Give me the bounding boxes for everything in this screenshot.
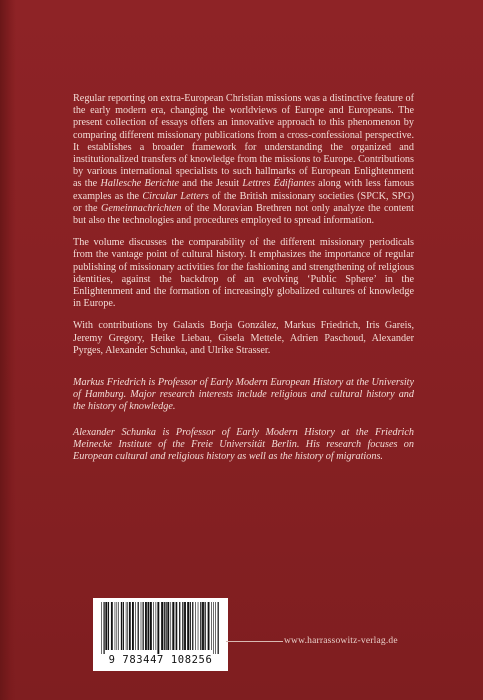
url-rule <box>226 641 283 642</box>
editor-bio-friedrich: Markus Friedrich is Professor of Early Modern European History at the University of Hamburg. Major research interests include religious and cultural history and the history of knowledge. <box>73 377 414 413</box>
spine-edge <box>0 0 16 700</box>
blurb-text <box>73 93 414 476</box>
publisher-url: www.harrassowitz-verlag.de <box>284 636 398 646</box>
isbn-digits: 9 783447 108256 <box>108 654 213 666</box>
barcode-bars <box>99 602 222 654</box>
paragraph-intro: Regular reporting on extra-European Christian missions was a distinctive feature of the early modern era, changing the worldviews of Europe and Europeans. The present collection of essays offers an innovative approach to this phenomenon by comparing different missionary publications from a cross-confessional perspective. It establishes a broader framework for understanding the organized and institutionalized transfers of knowledge from the missions to Europe. Contributions by various international specialists to such hallmarks of European Enlightenment as the Hallesche Berichte and the Jesuit Lettres Édifiantes along with less famous examples as the Circular Letters of the British missionary societies (SPCK, SPG) or the Gemeinnachrichten of the Moravian Brethren not only analyze the content but also the technologies and procedures employed to spread information. <box>73 93 414 227</box>
isbn-barcode <box>93 598 228 671</box>
editor-bio-schunka: Alexander Schunka is Professor of Early Modern History at the Friedrich Meinecke Institute of the Freie Universität Berlin. His research focuses on European cultural and religious history as well as the history of migrations. <box>73 426 414 463</box>
paragraph-volume: The volume discusses the comparability of the different missionary periodicals from the vantage point of cultural history. It emphasizes the importance of regular publishing of missionary activities for the fashioning and strengthening of religious identities, against the backdrop of an evolving ‘Public Sphere’ in the Enlightenment and the formation of increasingly globalized cultures of knowledge in Europe. <box>73 237 414 310</box>
paragraph-contributors: With contributions by Galaxis Borja González, Markus Friedrich, Iris Gareis, Jeremy Gregory, Heike Liebau, Gisela Mettele, Adrien Paschoud, Alexander Pyrges, Alexander Schunka, and Ulrike Strasser. <box>73 320 414 356</box>
